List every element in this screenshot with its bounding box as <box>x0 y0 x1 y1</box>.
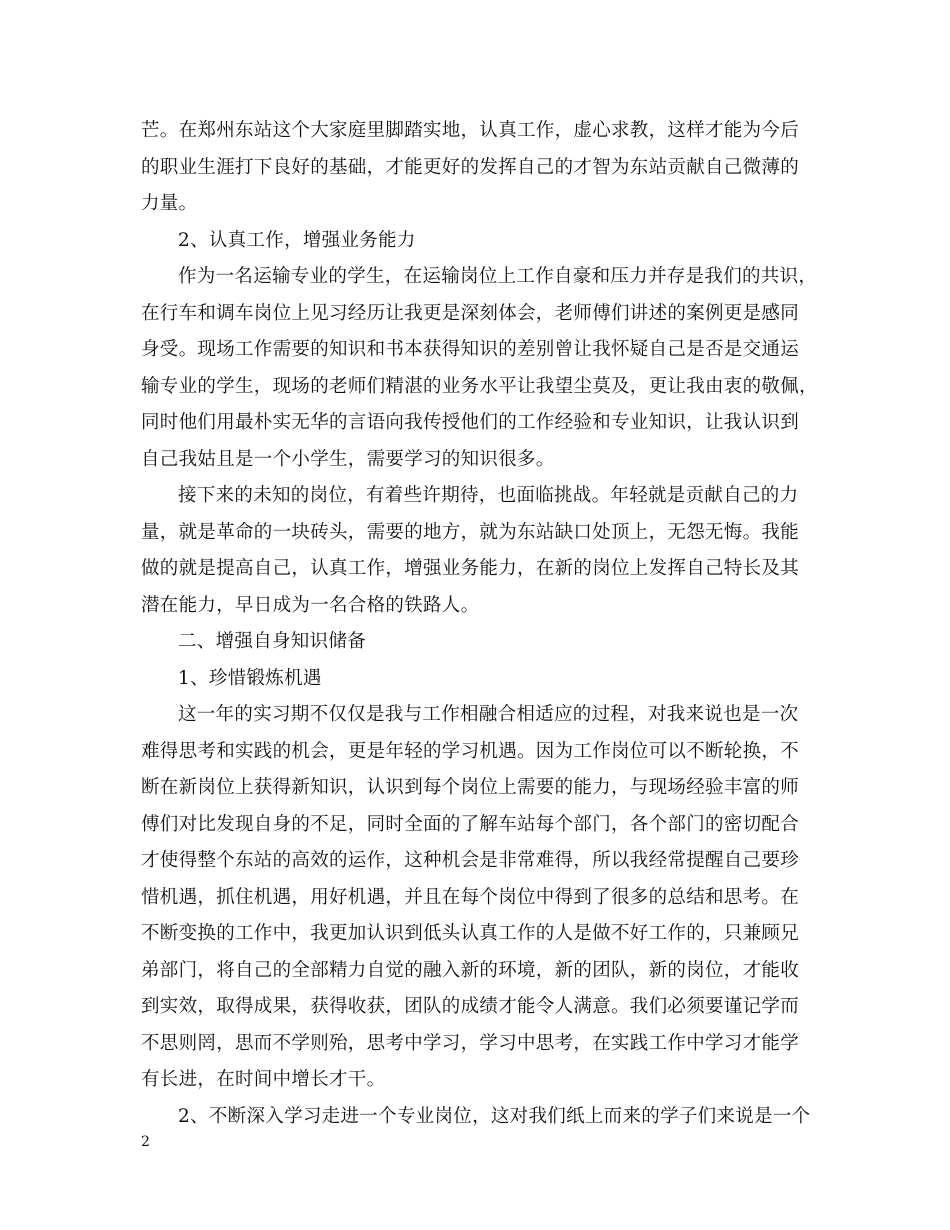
text-line: 力量。 <box>141 193 198 214</box>
page-number: 2 <box>141 1134 150 1150</box>
text-line: 不断变换的工作中，我更加认识到低头认真工作的人是做不好工作的，只兼顾兄 <box>141 923 800 944</box>
text-line: 这一年的实习期不仅仅是我与工作相融合相适应的过程，对我来说也是一次 <box>178 704 799 725</box>
text-line: 量，就是革命的一块砖头，需要的地方，就为东站缺口处顶上，无怨无悔。我能 <box>141 521 800 543</box>
text-line: 难得思考和实践的机会，更是年轻的学习机遇。因为工作岗位可以不断轮换，不 <box>141 740 800 762</box>
text-line: 2、认真工作，增强业务能力 <box>178 229 416 251</box>
text-line: 在行车和调车岗位上见习经历让我更是深刻体会，老师傅们讲述的案例更是感同 <box>141 302 800 324</box>
text-line: 同时他们用最朴实无华的言语向我传授他们的工作经验和专业知识，让我认识到 <box>141 412 800 433</box>
text-line: 做的就是提高自己，认真工作，增强业务能力，在新的岗位上发挥自己特长及其 <box>141 558 800 579</box>
text-line: 潜在能力，早日成为一名合格的铁路人。 <box>141 594 480 616</box>
text-line: 身受。现场工作需要的知识和书本获得知识的差别曾让我怀疑自己是否是交通运 <box>141 339 800 360</box>
text-line: 2、不断深入学习走进一个专业岗位，这对我们纸上而来的学子们来说是一个 <box>178 1105 811 1127</box>
text-line: 不思则罔，思而不学则殆，思考中学习，学习中思考，在实践工作中学习才能学 <box>141 1032 800 1054</box>
text-line: 二、增强自身知识储备 <box>178 631 367 652</box>
text-line: 惜机遇，抓住机遇，用好机遇，并且在每个岗位中得到了很多的总结和思考。在 <box>141 886 800 908</box>
document-body <box>141 113 821 1135</box>
text-line: 作为一名运输专业的学生，在运输岗位上工作自豪和压力并存是我们的共识， <box>178 266 818 287</box>
text-line: 的职业生涯打下良好的基础，才能更好的发挥自己的才智为东站贡献自己微薄的 <box>141 156 800 178</box>
text-line: 输专业的学生，现场的老师们精湛的业务水平让我望尘莫及，更让我由衷的敬佩， <box>141 375 818 397</box>
text-line: 断在新岗位上获得新知识，认识到每个岗位上需要的能力，与现场经验丰富的师 <box>141 777 800 798</box>
text-line: 傅们对比发现自身的不足，同时全面的了解车站每个部门，各个部门的密切配合 <box>141 813 800 835</box>
text-line: 才使得整个东站的高效的运作，这种机会是非常难得，所以我经常提醒自己要珍 <box>141 850 800 871</box>
text-line: 自己我姑且是一个小学生，需要学习的知识很多。 <box>141 448 555 470</box>
text-line: 弟部门，将自己的全部精力自觉的融入新的环境，新的团队，新的岗位，才能收 <box>141 959 800 981</box>
text-line: 到实效，取得成果，获得收获，团队的成绩才能令人满意。我们必须要谨记学而 <box>141 996 800 1017</box>
text-line: 有长进，在时间中增长才干。 <box>141 1069 386 1090</box>
text-line: 芒。在郑州东站这个大家庭里脚踏实地，认真工作，虚心求教，这样才能为今后 <box>141 120 800 141</box>
text-line: 接下来的未知的岗位，有着些许期待，也面临挑战。年轻就是贡献自己的力 <box>178 485 799 506</box>
text-line: 1、珍惜锻炼机遇 <box>178 667 322 689</box>
